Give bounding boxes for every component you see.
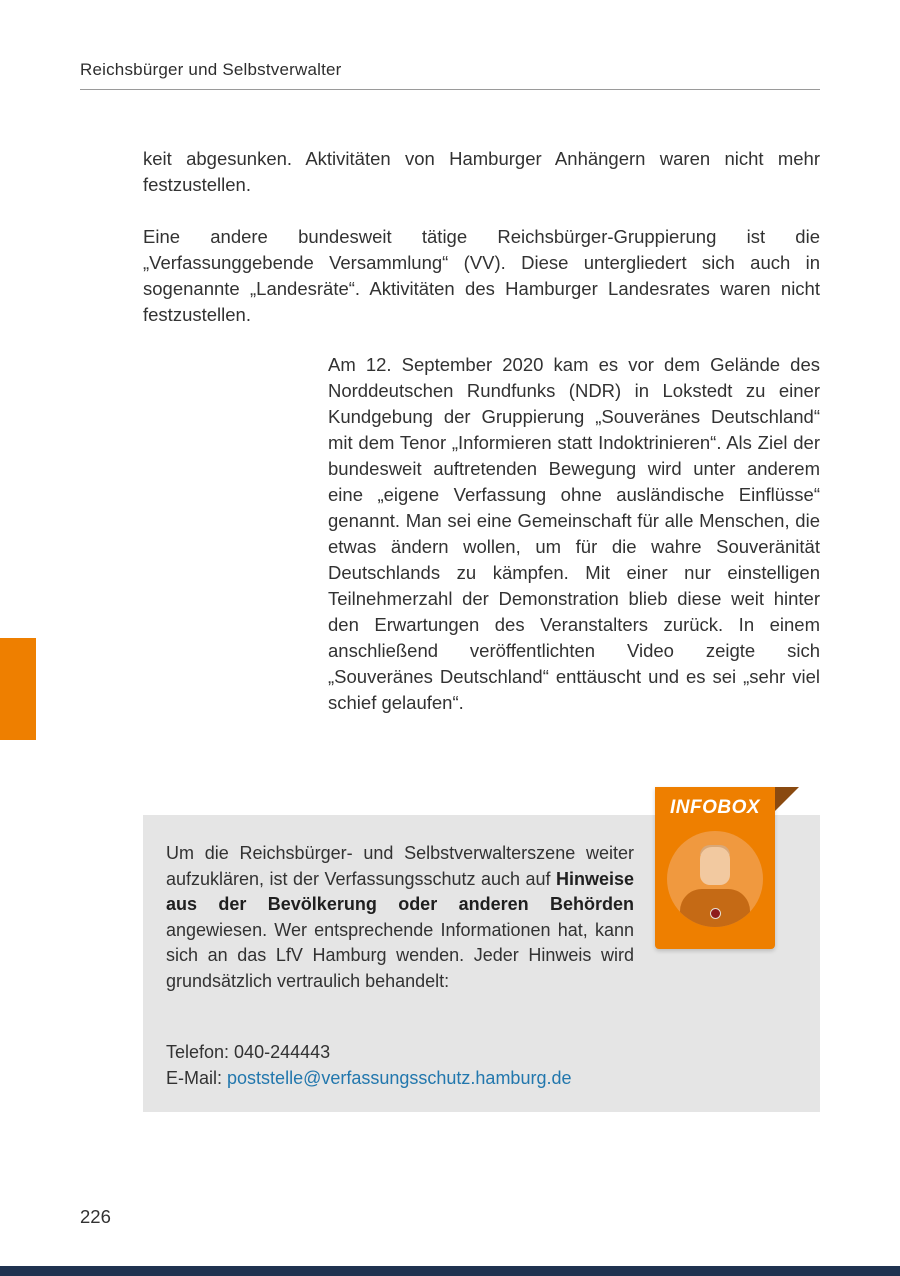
chapter-tab-marker: [0, 638, 36, 740]
running-header-text: Reichsbürger und Selbstverwalter: [80, 60, 342, 79]
person-avatar-icon: [667, 831, 763, 927]
page-number: 226: [80, 1206, 111, 1227]
avatar-head-shape: [700, 847, 730, 885]
email-label: E-Mail:: [166, 1068, 223, 1088]
infobox-contact: [166, 1039, 571, 1091]
email-line: [166, 1065, 571, 1091]
paragraph-2: Eine andere bundesweit tätige Reichsbürger-Gruppierung ist die „Verfassunggebende Versammlung“ (VV). Diese untergliedert sich auch in sogenannte „Landesräte“. Aktivitäten des Hamburger Landesrates waren nicht festzustellen.: [143, 226, 820, 325]
avatar-id-badge-icon: [710, 908, 721, 919]
ribbon-fold-icon: [775, 787, 799, 811]
infobox-badge-label: INFOBOX: [669, 797, 761, 818]
infobox-paragraph: [166, 841, 634, 994]
infobox: [143, 797, 820, 1112]
infobox-ribbon: [655, 787, 775, 949]
infobox-text-bold: Hinweise aus der Bevölkerung oder anderen Behörden: [166, 868, 634, 914]
infobox-text-start: Um die Reichsbürger- und Selbstverwalterszene weiter aufzuklären, ist der Verfassungsschutz auch auf: [166, 843, 634, 889]
running-header: [80, 60, 820, 90]
email-link[interactable]: poststelle@verfassungsschutz.hamburg.de: [227, 1068, 572, 1088]
footer-bar: [0, 1266, 900, 1276]
paragraph-1: keit abgesunken. Aktivitäten von Hamburger Anhängern waren nicht mehr festzustellen.: [143, 148, 820, 195]
infobox-text-end: angewiesen. Wer entsprechende Informationen hat, kann sich an das LfV Hamburg wenden. Jeder Hinweis wird grundsätzlich vertraulich behandelt:: [166, 919, 634, 991]
phone-line: Telefon: 040-244443: [166, 1042, 331, 1062]
paragraph-3: Am 12. September 2020 kam es vor dem Gelände des Norddeutschen Rundfunks (NDR) in Lokstedt zu einer Kundgebung der Gruppierung „Souveränes Deutschland“ mit dem Tenor „Informieren statt Indoktrinieren“. Als Ziel der bundesweit auftretenden Bewegung wird unter anderem eine „eigene Verfassung ohne ausländische Einflüsse“ genannt. Man sei eine Gemeinschaft für alle Menschen, die etwas ändern wollen, um für die wahre Souveränität Deutschlands zu kämpfen. Mit einer nur einstelligen Teilnehmerzahl der Demonstration blieb diese weit hinter den Erwartungen des Veranstalters zurück. In einem anschließend veröffentlichten Video zeigte sich „Souveränes Deutschland“ enttäuscht und es sei „sehr viel schief gelaufen“.: [328, 354, 820, 713]
